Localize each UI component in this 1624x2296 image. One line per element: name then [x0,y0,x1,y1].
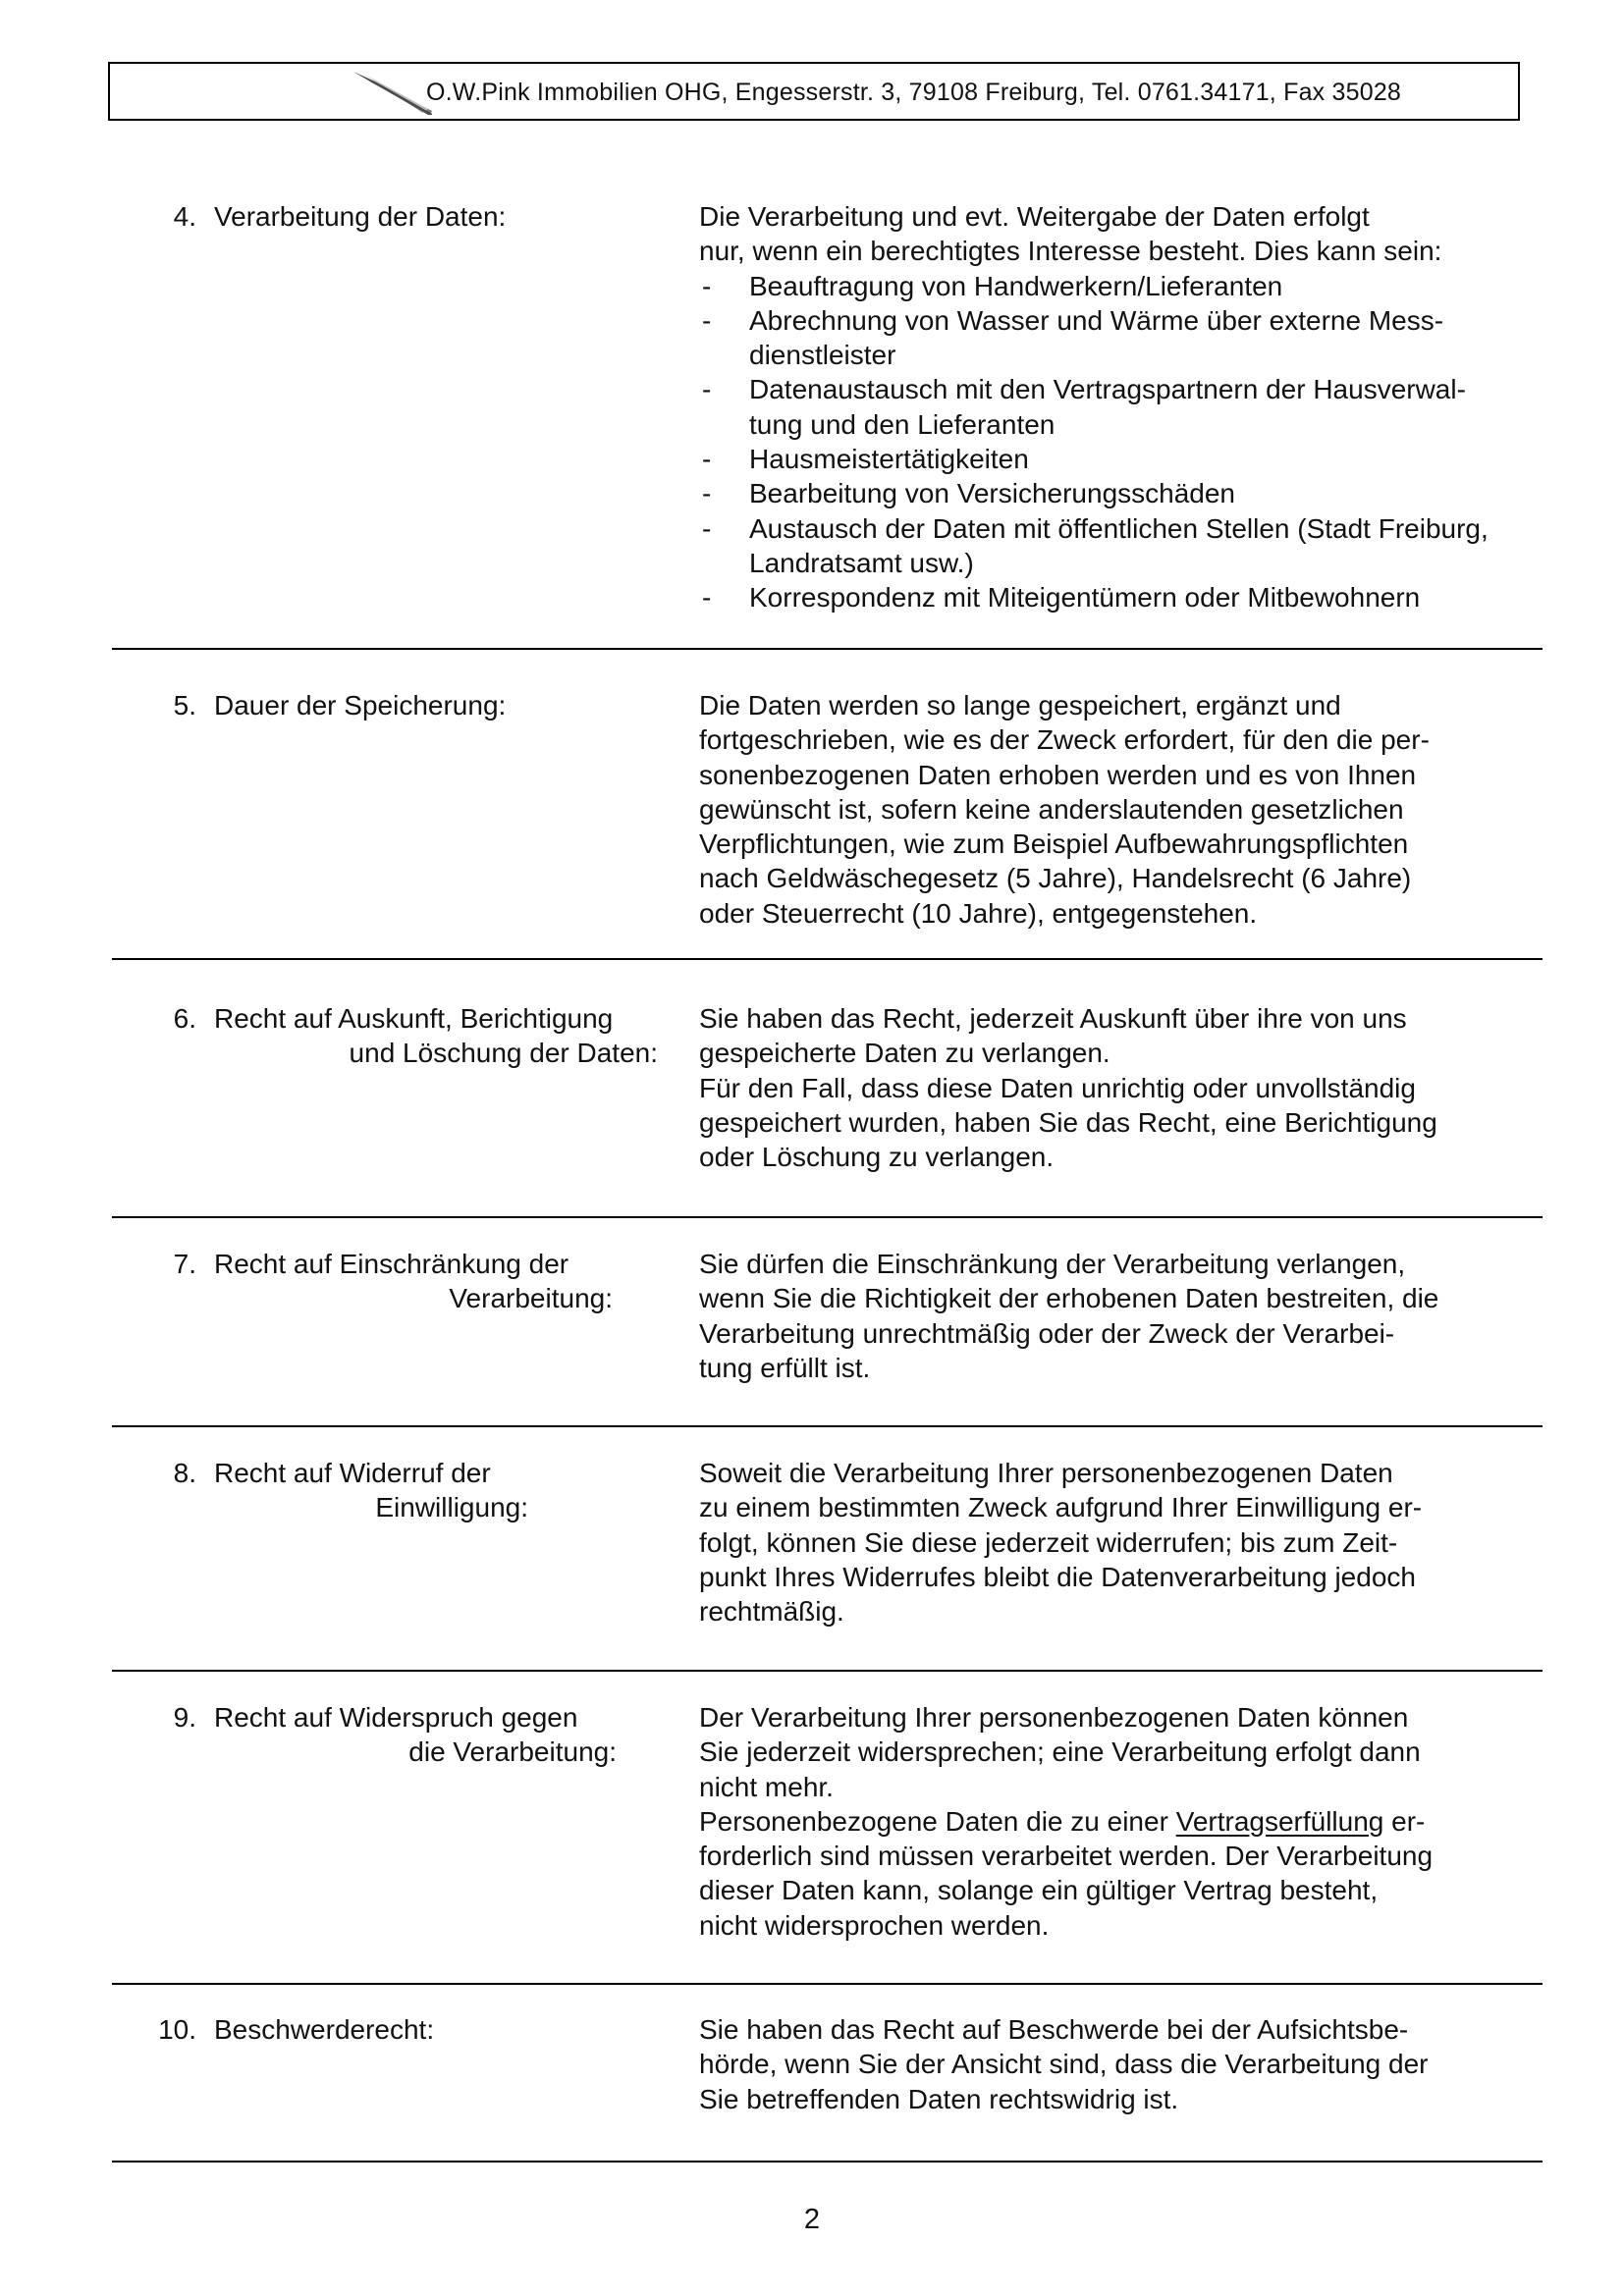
paragraph-line: gespeicherte Daten zu verlangen. [699,1038,1110,1069]
paragraph-line: Verarbeitung unrechtmäßig oder der Zweck der Verarbei- [699,1317,1395,1349]
paragraph-line: Die Verarbeitung und evt. Weitergabe der Daten erfolgt [699,201,1370,232]
section-divider [112,958,1543,960]
letterhead-text: O.W.Pink Immobilien OHG, Engesserstr. 3, 79108 Freiburg, Tel. 0761.34171, Fax 35028 [426,79,1402,106]
paragraph-line: Soweit die Verarbeitung Ihrer personenbezogenen Daten [699,1458,1393,1488]
paragraph-line: forderlich sind müssen verarbeitet werden. Der Verarbeitung [699,1841,1434,1872]
list-item-text: Austausch der Daten mit öffentlichen Stellen (Stadt Freiburg, [749,512,1489,544]
list-item [699,442,1583,476]
paragraph-line: Verpflichtungen, wie zum Beispiel Aufbewahrungspflichten [699,828,1409,860]
list-item-text: Landratsamt usw.) [749,547,974,578]
bullet-dash: - [702,512,712,544]
section-title-line: die Verarbeitung: [408,1736,617,1767]
list-item-text: tung und den Lieferanten [749,408,1056,440]
page-number: 2 [803,2204,821,2235]
paragraph-line: folgt, können Sie diese jederzeit widerrufen; bis zum Zeit- [699,1526,1398,1558]
section-divider [112,1670,1543,1672]
paragraph-line: Die Daten werden so lange gespeichert, ergänzt und [699,690,1341,721]
text-span: Personenbezogene Daten die zu einer [699,1805,1176,1837]
section-title-line: Recht auf Einschränkung der [214,1249,569,1279]
list-item-text: Abrechnung von Wasser und Wärme über externe Mess- [749,304,1444,336]
paragraph-line: fortgeschrieben, wie es der Zweck erfordert, für den die per- [699,724,1430,756]
section-title-line: Dauer der Speicherung: [214,690,507,721]
underlined-term: Vertragserfüllung [1175,1805,1384,1837]
bullet-dash: - [702,444,712,475]
section-content [699,1247,1583,1385]
section-title-line: Beschwerderecht: [214,2014,435,2045]
section-title [214,1456,528,1524]
list-item-text: Datenaustausch mit den Vertragspartnern der Hausverwal- [749,374,1466,405]
section-divider [112,648,1543,650]
section-divider [112,1216,1543,1218]
bullet-dash: - [702,270,712,301]
section-divider [112,1983,1543,1985]
paragraph-line: tung erfüllt ist. [699,1352,871,1383]
paragraph-line: nur, wenn ein berechtigtes Interesse besteht. Dies kann sein: [699,236,1442,267]
bullet-dash: - [702,478,712,509]
paragraph-line: rechtmäßig. [699,1596,844,1628]
section-title-line: Recht auf Widerruf der [214,1458,491,1488]
section-content [699,2012,1583,2116]
list-item [699,372,1583,442]
section-content [699,1700,1583,1943]
text-span: er- [1383,1805,1426,1837]
paragraph-line: Für den Fall, dass diese Daten unrichtig oder unvollständig [699,1072,1416,1103]
paragraph-line: nicht mehr. [699,1771,834,1802]
section-number: 9. [173,1702,196,1733]
section-title [214,688,548,722]
list-item [699,303,1583,373]
list-item [699,511,1583,581]
list-item [699,580,1583,614]
paragraph-line [699,1804,1583,1839]
section-title-line: Einwilligung: [375,1492,528,1522]
section-number: 5. [173,690,196,721]
section-number: 6. [173,1003,196,1034]
list-item [699,476,1583,510]
paragraph-line: gewünscht ist, sofern keine anderslautenden gesetzlichen [699,793,1404,825]
paragraph-line: Der Verarbeitung Ihrer personenbezogenen Daten können [699,1702,1409,1733]
paragraph-line: wenn Sie die Richtigkeit der erhobenen Daten bestreiten, die [699,1283,1439,1314]
paragraph-line: Sie haben das Recht, jederzeit Auskunft über ihre von uns [699,1003,1407,1034]
paragraph-line: Sie haben das Recht auf Beschwerde bei der Aufsichtsbe- [699,2014,1409,2045]
paragraph-line: oder Löschung zu verlangen. [699,1142,1055,1173]
paragraph-line: Sie dürfen die Einschränkung der Verarbeitung verlangen, [699,1249,1406,1279]
section-number: 8. [173,1458,196,1488]
paragraph-line: Sie jederzeit widersprechen; eine Verarbeitung erfolgt dann [699,1736,1421,1768]
list-item [699,269,1583,303]
paragraph-line: Sie betreffenden Daten rechtswidrig ist. [699,2083,1179,2114]
section-title [214,199,548,234]
bullet-dash: - [702,304,712,336]
section-divider [112,2161,1543,2163]
section-title-line: Verarbeitung der Daten: [214,201,507,232]
paragraph-line: nicht widersprochen werden. [699,1909,1050,1941]
list-item-text: Korrespondenz mit Miteigentümern oder Mitbewohnern [749,582,1421,614]
paragraph-line: hörde, wenn Sie der Ansicht sind, dass die Verarbeitung der [699,2049,1429,2080]
paragraph-line: nach Geldwäschegesetz (5 Jahre), Handelsrecht (6 Jahre) [699,863,1412,894]
section-number: 4. [173,201,196,232]
section-number: 10. [158,2014,196,2045]
section-content [699,1001,1583,1174]
list-item-text: Hausmeistertätigkeiten [749,444,1029,475]
list-item-text: Beauftragung von Handwerkern/Lieferanten [749,270,1283,301]
section-divider [112,1425,1543,1427]
list-item-text: dienstleister [749,340,896,371]
bullet-dash: - [702,582,712,614]
section-number: 7. [173,1249,196,1279]
section-title-line: Verarbeitung: [449,1283,613,1313]
company-logo-icon [255,66,432,117]
paragraph-line: gespeichert wurden, haben Sie das Recht, eine Berichtigung [699,1106,1437,1138]
section-title [214,1247,613,1315]
section-content [699,199,1583,615]
section-content [699,1456,1583,1629]
paragraph-line: zu einem bestimmten Zweck aufgrund Ihrer Einwilligung er- [699,1492,1423,1523]
list-item-text: Bearbeitung von Versicherungsschäden [749,478,1236,509]
bullet-dash: - [702,374,712,405]
paragraph-line: punkt Ihres Widerrufes bleibt die Datenverarbeitung jedoch [699,1561,1416,1592]
paragraph-line: sonenbezogenen Daten erhoben werden und es von Ihnen [699,759,1417,790]
section-title-line: Recht auf Widerspruch gegen [214,1702,578,1733]
section-content [699,688,1583,931]
section-title [214,1700,617,1769]
section-title [214,1001,658,1070]
letterhead-box [108,62,1520,121]
section-title [214,2012,548,2047]
section-title-line: und Löschung der Daten: [349,1038,658,1068]
paragraph-line: oder Steuerrecht (10 Jahre), entgegenstehen. [699,897,1258,929]
section-title-line: Recht auf Auskunft, Berichtigung [214,1003,614,1034]
paragraph-line: dieser Daten kann, solange ein gültiger Vertrag besteht, [699,1875,1379,1906]
